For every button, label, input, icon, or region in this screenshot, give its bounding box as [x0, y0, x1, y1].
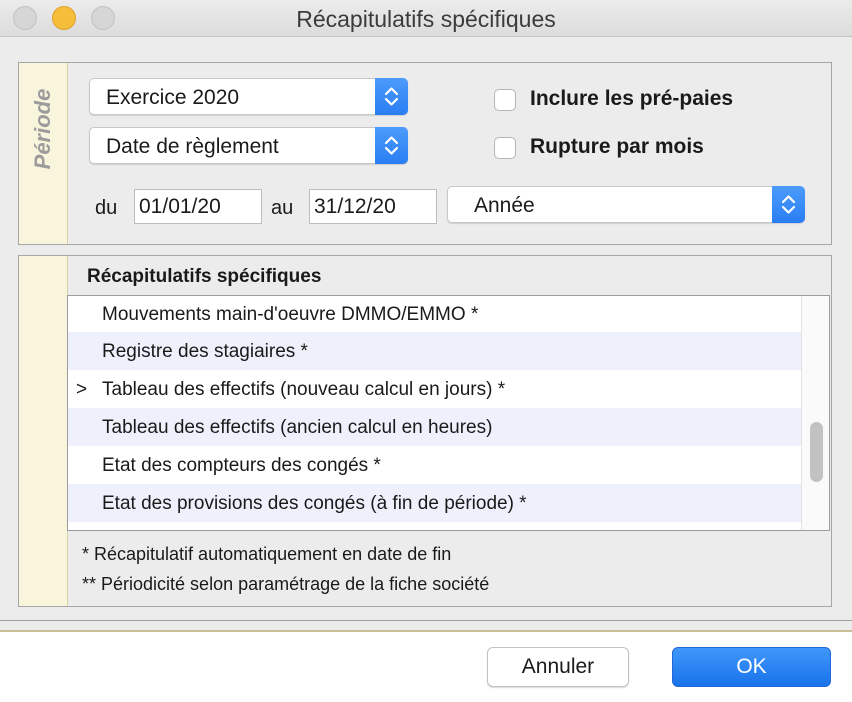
cancel-button[interactable]: Annuler: [487, 647, 629, 687]
monthly-break-checkbox[interactable]: [494, 137, 516, 159]
dialog-bottom-edge: [0, 620, 852, 632]
recaps-scrollbar[interactable]: [801, 296, 829, 530]
range-select-arrows-icon: [772, 186, 805, 223]
ok-button[interactable]: OK: [672, 647, 831, 687]
list-item-label: Tableau des effectifs (nouveau calcul en jours) *: [102, 379, 506, 400]
period-strip: [19, 63, 68, 244]
range-select-value: Année: [474, 194, 535, 217]
list-item[interactable]: [68, 446, 802, 484]
recaps-scrollbar-thumb[interactable]: [810, 422, 823, 482]
exercise-select-value: Exercice 2020: [106, 86, 240, 109]
to-label: au: [271, 197, 294, 219]
exercise-select[interactable]: [89, 78, 408, 115]
recaps-strip: [19, 256, 68, 606]
list-item-label: Registre des stagiaires *: [102, 341, 308, 362]
date-type-select[interactable]: [89, 127, 408, 164]
range-select[interactable]: [447, 186, 805, 223]
list-item[interactable]: [68, 484, 802, 522]
from-date-field[interactable]: [134, 189, 262, 224]
list-item-marker: >: [76, 379, 88, 400]
note-periodicity: ** Périodicité selon paramétrage de la fiche société: [82, 574, 490, 594]
list-item-selected[interactable]: [68, 370, 802, 408]
recaps-list[interactable]: [67, 295, 830, 531]
list-item[interactable]: [68, 295, 802, 333]
period-vertical-label: [21, 73, 65, 185]
list-item-label: Mouvements main-d'oeuvre DMMO/EMMO *: [102, 304, 479, 325]
include-prepaid-label[interactable]: Inclure les pré-paies: [530, 87, 734, 110]
list-item-label: Etat des compteurs des congés *: [102, 455, 381, 476]
from-date-input[interactable]: [135, 190, 261, 223]
from-label: du: [95, 197, 118, 219]
list-item[interactable]: [68, 332, 802, 370]
window-title: Récapitulatifs spécifiques: [296, 6, 556, 32]
list-item-label: Etat des provisions des congés (à fin de période) *: [102, 493, 527, 514]
to-date-field[interactable]: [309, 189, 437, 224]
date-type-select-value: Date de règlement: [106, 135, 279, 158]
date-type-select-arrows-icon: [375, 127, 408, 164]
period-label: Période: [30, 88, 55, 170]
list-item[interactable]: [68, 408, 802, 446]
title-bar: [0, 0, 852, 37]
exercise-select-arrows-icon: [375, 78, 408, 115]
note-automatic-end-date: * Récapitulatif automatiquement en date de fin: [82, 544, 452, 564]
to-date-input[interactable]: [310, 190, 436, 223]
include-prepaid-checkbox[interactable]: [494, 89, 516, 111]
list-item-label: Tableau des effectifs (ancien calcul en heures): [102, 417, 493, 438]
recaps-list-header: Récapitulatifs spécifiques: [87, 266, 322, 287]
monthly-break-label[interactable]: Rupture par mois: [530, 135, 704, 158]
